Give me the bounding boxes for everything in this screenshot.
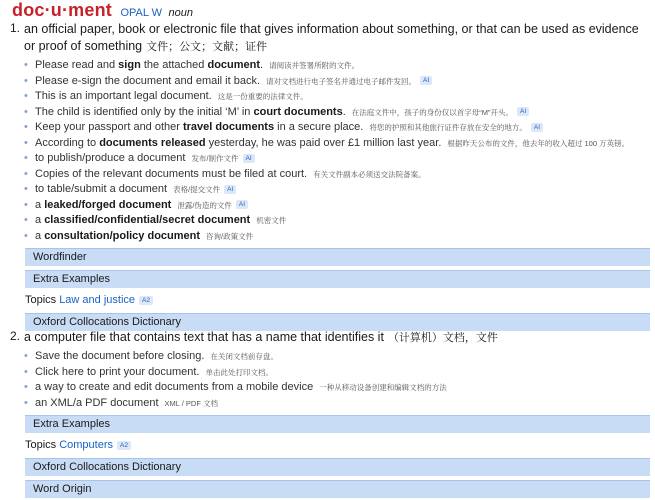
level-badge: A2 — [139, 296, 153, 305]
bullet-icon: • — [24, 214, 28, 226]
example-translation: 发布/制作文件 — [191, 154, 239, 163]
example-item: • Save the document before closing. 在关闭文档前存盘。 — [10, 349, 650, 365]
collocation: document — [207, 59, 261, 71]
example-translation: 将您的护照和其他旅行证件存放在安全的地方。 — [369, 123, 527, 132]
bullet-icon: • — [24, 90, 28, 102]
bullet-icon: • — [24, 350, 28, 362]
example-item: • a consultation/policy document 咨询/政策文件 — [10, 229, 650, 245]
collocation: sign — [118, 59, 141, 71]
bullet-icon: • — [24, 396, 28, 409]
bullet-icon: • — [24, 229, 28, 242]
topics-row — [25, 437, 650, 454]
part-of-speech: noun — [168, 7, 193, 19]
bullet-icon: • — [24, 183, 28, 195]
ai-badge[interactable]: AI — [224, 185, 236, 194]
example-translation: XML / PDF 文档 — [164, 398, 218, 408]
ai-badge[interactable]: AI — [517, 107, 529, 116]
example-translation: 表格/提交文件 — [173, 185, 221, 194]
bullet-icon: • — [24, 59, 28, 71]
collocation: documents released — [99, 136, 206, 149]
sense-number: 2. — [10, 329, 21, 343]
expandable-box[interactable]: Word Origin — [25, 480, 650, 498]
bullet-icon: • — [24, 105, 28, 118]
collocation: travel documents — [182, 121, 275, 133]
bullet-icon: • — [24, 136, 28, 149]
collocation: court documents — [253, 105, 343, 118]
expandable-box[interactable]: Extra Examples — [25, 270, 650, 288]
ai-badge[interactable]: AI — [236, 200, 248, 209]
definition-translation: （计算机）文档，文件 — [387, 332, 498, 344]
level-badge: A2 — [117, 441, 131, 450]
expandable-box[interactable]: Extra Examples — [25, 415, 650, 433]
sense-2 — [10, 329, 650, 498]
example-translation: 在法庭文件中，孩子的身份仅以首字母“M”开头。 — [351, 107, 514, 117]
sense-number: 1. — [10, 21, 21, 35]
example-translation: 请阅读并签署所附的文件。 — [269, 61, 360, 70]
bullet-icon: • — [24, 121, 28, 133]
example-item: • a way to create and edit documents from a mobile device 一种从移动设备创建和编辑文档的方法 — [10, 380, 650, 396]
example-translation: 单击此处打印文档。 — [205, 367, 273, 377]
topics-label: Topics — [25, 439, 57, 451]
topics-row — [25, 292, 650, 309]
example-item: • This is an important legal document. 这是一份重要的法律文件。 — [10, 89, 650, 105]
example-translation: 有关文件副本必须送交法院备案。 — [313, 169, 426, 179]
example-item: • The child is identified only by the initial ‘M’ in court documents. 在法庭文件中，孩子的身份仅以首字母“M”开头。 AI — [10, 105, 650, 121]
definition-translation: 文件；公文；文献；证件 — [146, 41, 268, 53]
collocation: consultation/policy document — [44, 229, 201, 242]
ai-badge[interactable]: AI — [243, 154, 255, 163]
example-item: • a leaked/forged document 泄露/伪造的文件 AI — [10, 198, 650, 214]
expandable-box[interactable]: Oxford Collocations Dictionary — [25, 313, 650, 331]
bullet-icon: • — [24, 152, 28, 164]
example-item: • Please e-sign the document and email it back. 请对文档进行电子签名并通过电子邮件发回。 AI — [10, 74, 650, 90]
example-item: • to publish/produce a document 发布/制作文件 AI — [10, 151, 650, 167]
expandable-box[interactable]: Oxford Collocations Dictionary — [25, 458, 650, 476]
bullet-icon: • — [24, 365, 28, 378]
topics-label: Topics — [25, 294, 57, 306]
expandable-box[interactable]: Wordfinder — [25, 248, 650, 266]
example-translation: 咨询/政策文件 — [206, 231, 254, 241]
example-translation: 请对文档进行电子签名并通过电子邮件发回。 — [266, 76, 417, 86]
example-item: • a classified/confidential/secret document 机密文件 — [10, 213, 650, 229]
example-item: • Please read and sign the attached document. 请阅读并签署所附的文件。 — [10, 58, 650, 74]
example-translation: 根据昨天公布的文件，他去年的收入超过 100 万英镑。 — [447, 138, 630, 148]
topic-link[interactable]: Law and justice — [59, 294, 136, 306]
example-item: • Copies of the relevant documents must be filed at court. 有关文件副本必须送交法院备案。 — [10, 167, 650, 183]
sense-definition: a computer file that contains text that has a name that identifies it （计算机）文档，文件 — [24, 330, 498, 344]
example-item: • to table/submit a document 表格/提交文件 AI — [10, 182, 650, 198]
example-translation: 泄露/伪造的文件 — [177, 200, 232, 210]
sense-1 — [10, 21, 650, 331]
example-item: • According to documents released yesterday, he was paid over £1 million last year. 根据昨天公布的文件，他去年的收入超过 100 万英镑。 — [10, 136, 650, 152]
opal-badge[interactable]: OPAL W — [120, 7, 163, 19]
headword: doc·u·ment — [12, 0, 112, 20]
bullet-icon: • — [24, 74, 28, 87]
example-translation: 机密文件 — [256, 216, 287, 225]
bullet-icon: • — [24, 198, 28, 211]
example-translation: 这是一份重要的法律文件。 — [217, 92, 308, 101]
collocation: classified/confidential/secret document — [44, 214, 251, 226]
sense-definition: an official paper, book or electronic file that gives information about something, or that can be used as evidence or proof of something 文件；公文；文献；证件 — [24, 22, 639, 53]
example-item: • an XML/a PDF document XML / PDF 文档 — [10, 396, 650, 412]
example-list — [10, 349, 650, 411]
ai-badge[interactable]: AI — [420, 76, 432, 85]
example-item: • Click here to print your document. 单击此处打印文档。 — [10, 365, 650, 381]
example-item: • Keep your passport and other travel documents in a secure place. 将您的护照和其他旅行证件存放在安全的地方。 AI — [10, 120, 650, 136]
topic-link[interactable]: Computers — [59, 439, 113, 451]
ai-badge[interactable]: AI — [531, 123, 543, 132]
example-translation: 在关闭文档前存盘。 — [210, 352, 278, 361]
example-list — [10, 58, 650, 244]
bullet-icon: • — [24, 167, 28, 180]
entry-header — [12, 0, 193, 20]
example-translation: 一种从移动设备创建和编辑文档的方法 — [319, 383, 447, 392]
collocation: leaked/forged document — [44, 198, 172, 211]
bullet-icon: • — [24, 381, 28, 393]
